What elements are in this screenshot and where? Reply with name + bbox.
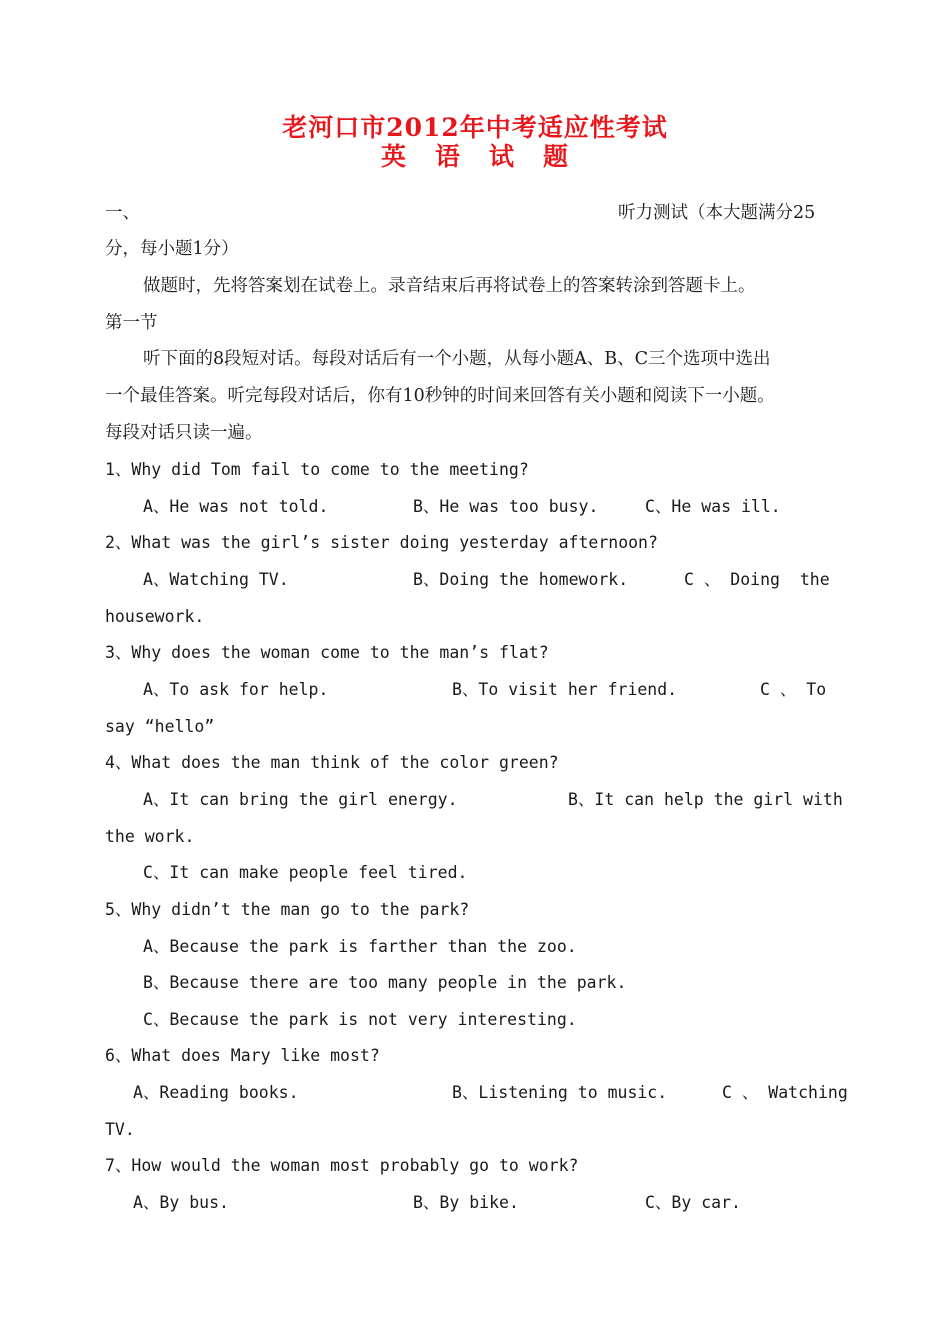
- subject-char: 题: [543, 142, 570, 171]
- question-text: 1、Why did Tom fail to come to the meeting?: [105, 460, 529, 479]
- option-c: C、By car.: [645, 1193, 741, 1212]
- option-c-cont: housework.: [105, 607, 205, 626]
- option-a: A、To ask for help.: [143, 680, 329, 699]
- question-text: 3、Why does the woman come to the man’s flat?: [105, 643, 549, 662]
- subject-char: 试: [489, 142, 516, 171]
- option-c: C 、 Watching: [722, 1083, 848, 1102]
- option-a: A、By bus.: [133, 1193, 229, 1212]
- subject-char: 语: [434, 142, 461, 171]
- option-b: B、To visit her friend.: [452, 680, 678, 699]
- option-c: C 、 Doing the: [684, 570, 830, 589]
- option-c-cont: say “hello”: [105, 717, 215, 736]
- question-text: 2、What was the girl’s sister doing yesterday afternoon?: [105, 533, 658, 552]
- exam-title: 老河口市2012年中考适应性考试: [282, 113, 668, 142]
- question-text: 4、What does the man think of the color green?: [105, 753, 559, 772]
- option-c-cont: TV.: [105, 1120, 135, 1139]
- section-heading-cont: 分，每小题1分）: [105, 239, 239, 259]
- option-a: A、Watching TV.: [143, 570, 289, 589]
- option-c: C、Because the park is not very interesting.: [143, 1010, 577, 1029]
- question-text: 7、How would the woman most probably go to work?: [105, 1156, 579, 1175]
- option-b: B、By bike.: [413, 1193, 519, 1212]
- option-c: C、It can make people feel tired.: [143, 863, 468, 882]
- part-label: 第一节: [105, 313, 158, 333]
- option-b: B、Listening to music.: [452, 1083, 668, 1102]
- option-b-cont: the work.: [105, 827, 195, 846]
- section-heading: 听力测试（本大题满分25: [618, 203, 816, 223]
- section-number: 一、: [105, 203, 140, 223]
- question-text: 6、What does Mary like most?: [105, 1046, 380, 1065]
- option-a: A、Because the park is farther than the zoo.: [143, 937, 577, 956]
- part-instruction: 每段对话只读一遍。: [105, 423, 263, 443]
- option-a: A、It can bring the girl energy.: [143, 790, 458, 809]
- option-c: C、He was ill.: [645, 497, 781, 516]
- subject-char: 英: [380, 142, 407, 171]
- part-instruction: 一个最佳答案。听完每段对话后，你有10秒钟的时间来回答有关小题和阅读下一小题。: [105, 386, 775, 406]
- option-c: C 、 To: [760, 680, 827, 699]
- option-a: A、Reading books.: [133, 1083, 299, 1102]
- option-b: B、It can help the girl with: [568, 790, 843, 809]
- option-b: B、He was too busy.: [413, 497, 599, 516]
- option-a: A、He was not told.: [143, 497, 329, 516]
- option-b: B、Doing the homework.: [413, 570, 629, 589]
- part-instruction: 听下面的8段短对话。每段对话后有一个小题，从每小题A、B、C三个选项中选出: [143, 349, 771, 369]
- option-b: B、Because there are too many people in the park.: [143, 973, 627, 992]
- section-instruction: 做题时，先将答案划在试卷上。录音结束后再将试卷上的答案转涂到答题卡上。: [143, 276, 756, 296]
- question-text: 5、Why didn’t the man go to the park?: [105, 900, 470, 919]
- exam-subject-title: [0, 137, 950, 173]
